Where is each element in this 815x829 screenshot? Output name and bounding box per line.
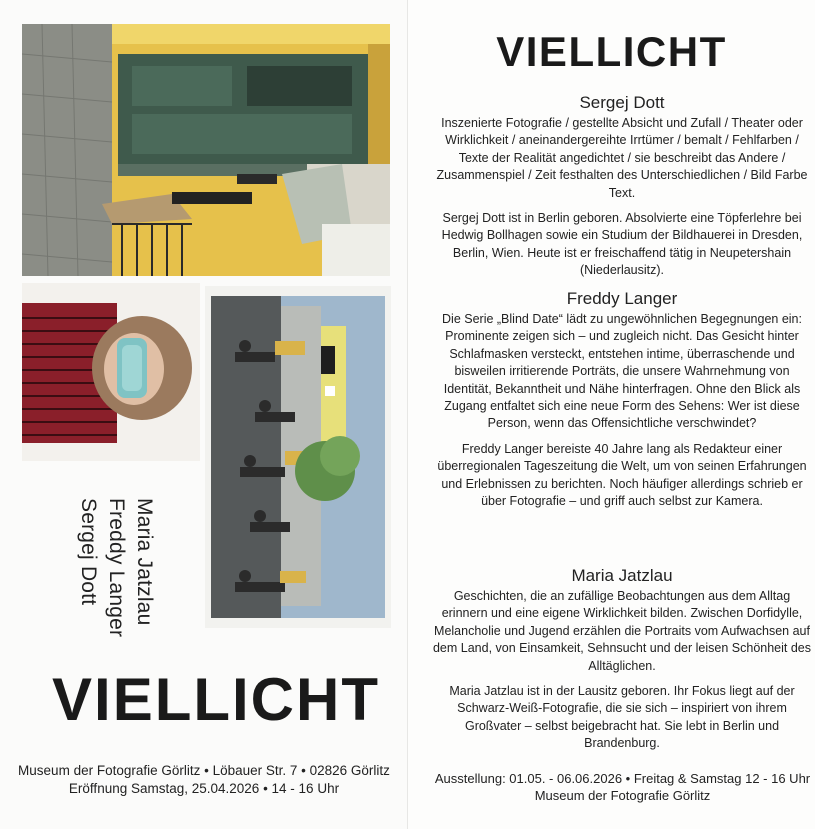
photo-doorway [22,24,390,276]
venue-address: Museum der Fotografie Görlitz • Löbauer Str. 7 • 02826 Görlitz [18,763,390,778]
artist-names-vertical [76,498,156,644]
artist-section-jatzlau [432,566,812,761]
artist-name: Sergej Dott [579,93,665,112]
artist-name-vertical: Maria Jatzlau [133,498,156,626]
photo-sleep-mask-portrait [22,283,200,461]
museum-name: Museum der Fotografie Görlitz [534,788,711,803]
artist-biography: Sergej Dott ist in Berlin geboren. Absolvierte eine Töpferlehre bei Hedwig Bollhagen sowie ein Studium der Bildhauerei in Dresden, Berlin, Wien. Heute ist er freischaffend tätig in Neupetershain (Niederlausitz). [441,211,803,278]
artist-section-dott [432,93,812,288]
artist-name-vertical: Sergej Dott [77,498,100,606]
exhibition-dates: Ausstellung: 01.05. - 06.06.2026 • Freitag & Samstag 12 - 16 Uhr [434,771,811,786]
artist-description: Inszenierte Fotografie / gestellte Absicht und Zufall / Theater oder Wirklichkeit / aneinandergereihte Irrtümer / bemalt / Fehlfarben / Texte der Realität angedichtet / sie beschreibt das Andere / Zusammenspiel / Zeit festhalten des Unterschiedlichen / Bild Farbe Text. [436,116,808,200]
artist-name: Maria Jatzlau [571,566,673,585]
artist-description: Die Serie „Blind Date“ lädt zu ungewöhnlichen Begegnungen ein: Prominente zeigen sich – und zugleich nicht. Das Gesicht hinter Schlafmasken versteckt, entstehen intime, überraschende und bisweilen irritierende Porträts, die unsere Wahrnehmung von Identität, Bekanntheit und Nähe hinterfragen. Ohne den Blick als Zugang entfaltet sich eine neue Form des Sehens: Wer ist diese Person, wenn das Offensichtliche verschwindet? [442,312,802,431]
front-title: VIELLICHT [52,666,380,733]
artist-biography: Maria Jatzlau ist in der Lausitz geboren. Ihr Fokus liegt auf der Schwarz-Weiß-Fotografie, die sie sich – inspiriert von ihrem Großvater – selbst beigebracht hat. Sie lebt in Berlin und Brandenburg. [449,684,795,751]
front-venue-info [18,762,390,798]
artist-description: Geschichten, die an zufällige Beobachtungen aus dem Alltag erinnern und eine eigene Wirklichkeit bilden. Zwischen Dorfidylle, Melancholie und Jugend erzählen die Portraits vom Aufwachsen auf dem Land, von Einsamkeit, Sehnsucht und der leisen Schönheit des Alltäglichen. [432,589,811,673]
artist-name-vertical: Freddy Langer [105,498,128,638]
back-title: VIELLICHT [496,28,727,75]
artist-biography: Freddy Langer bereiste 40 Jahre lang als Redakteur einer überregionalen Tageszeitung die Welt, um von seinen Erfahrungen und Erlebnissen zu berichten. Noch häufiger allerdings schrieb er über Fotografie – und griff auch selbst zur Kamera. [437,441,807,509]
opening-date: Eröffnung Samstag, 25.04.2026 • 14 - 16 Uhr [68,781,340,796]
artist-name: Freddy Langer [566,289,678,308]
artist-section-langer [432,289,812,518]
fold-line [407,0,408,829]
exhibition-info [430,770,815,804]
photo-street-collage [205,286,391,628]
